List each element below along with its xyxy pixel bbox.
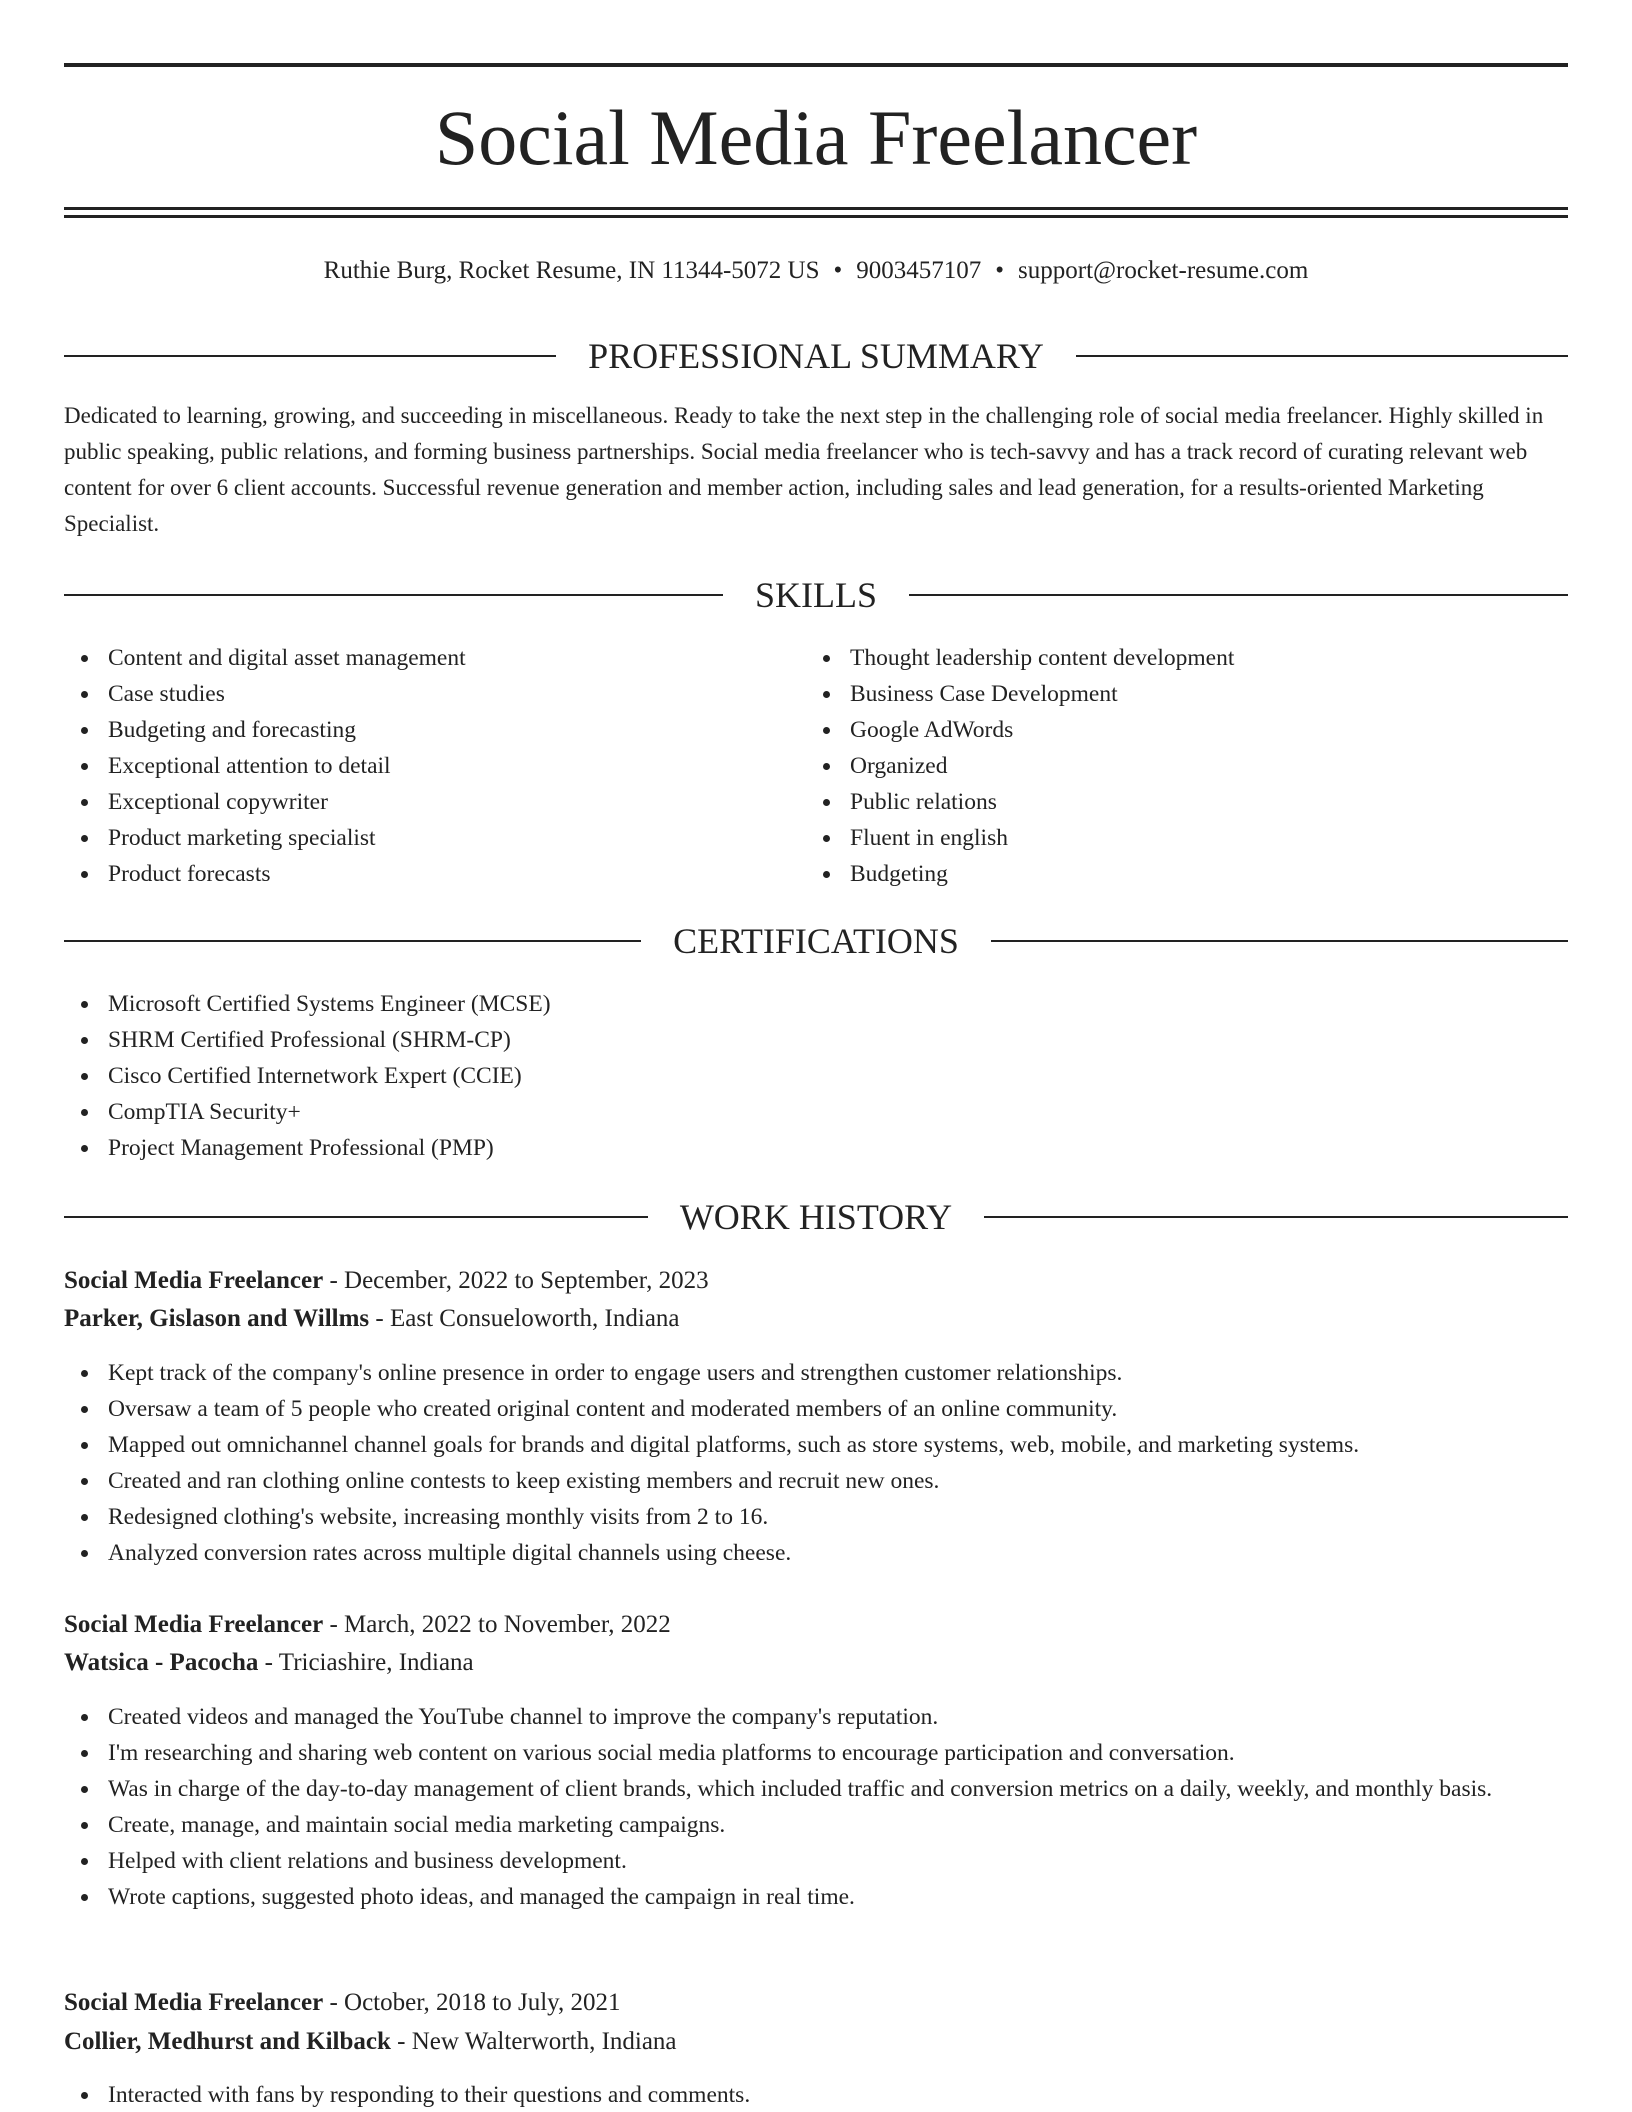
job-dates: - March, 2022 to November, 2022 <box>323 1611 671 1638</box>
job-bullet: Create, manage, and maintain social media marketing campaigns. <box>64 1807 1568 1843</box>
job-bullet: Was in charge of the day-to-day management of client brands, which included traffic and conversion metrics on a daily, weekly, and monthly basis. <box>64 1771 1568 1807</box>
job-company: Watsica - Pacocha <box>64 1649 259 1676</box>
contact-separator: • <box>833 257 843 284</box>
job-location: - New Walterworth, Indiana <box>390 2028 677 2055</box>
skill-item: Thought leadership content development <box>806 640 1566 676</box>
title-divider-upper <box>64 207 1568 210</box>
section-heading-summary <box>64 334 1568 378</box>
skill-item: Content and digital asset management <box>64 640 804 676</box>
certification-item: CompTIA Security+ <box>64 1094 1568 1130</box>
job-bullets <box>64 1355 1568 1571</box>
certification-item: Cisco Certified Internetwork Expert (CCIE) <box>64 1058 1568 1094</box>
skill-item: Public relations <box>806 784 1566 820</box>
job-bullet: Oversaw a team of 5 people who created original content and moderated members of an online community. <box>64 1391 1568 1427</box>
job-location: - East Consueloworth, Indiana <box>369 1305 680 1332</box>
skill-item: Product marketing specialist <box>64 820 804 856</box>
section-title-summary: PROFESSIONAL SUMMARY <box>588 336 1044 376</box>
job-bullet: Helped with client relations and business development. <box>64 1843 1568 1879</box>
job-title: Social Media Freelancer <box>64 1267 324 1294</box>
job-title-line <box>64 1985 1568 2021</box>
job-bullets <box>64 1699 1568 1915</box>
certification-item: SHRM Certified Professional (SHRM-CP) <box>64 1022 1568 1058</box>
title-divider-lower <box>64 215 1568 218</box>
job-bullet: Kept track of the company's online presence in order to engage users and strengthen customer relationships. <box>64 1355 1568 1391</box>
job-title-line <box>64 1607 1568 1643</box>
job-bullet: Interacted with fans by responding to their questions and comments. <box>64 2077 1568 2112</box>
job-company: Collier, Medhurst and Kilback <box>64 2028 391 2055</box>
job-bullet: Mapped out omnichannel channel goals for brands and digital platforms, such as store systems, web, mobile, and marketing systems. <box>64 1427 1568 1463</box>
skills-list-right <box>806 640 1566 892</box>
job-company-line <box>64 1645 1568 1681</box>
certification-item: Project Management Professional (PMP) <box>64 1130 1568 1166</box>
job-title-line <box>64 1263 1568 1299</box>
skills-list-left <box>64 640 804 892</box>
heading-rule <box>64 594 723 596</box>
skill-item: Fluent in english <box>806 820 1566 856</box>
contact-email: support@rocket-resume.com <box>1018 257 1309 284</box>
job-bullet: I'm researching and sharing web content on various social media platforms to encourage participation and conversation. <box>64 1735 1568 1771</box>
heading-rule <box>64 355 556 357</box>
skill-item: Organized <box>806 748 1566 784</box>
job-dates: - October, 2018 to July, 2021 <box>323 1989 621 2016</box>
top-rule <box>64 63 1568 67</box>
heading-rule <box>64 1216 648 1218</box>
job-bullet: Created and ran clothing online contests to keep existing members and recruit new ones. <box>64 1463 1568 1499</box>
job-company-line <box>64 1301 1568 1337</box>
contact-separator: • <box>995 257 1005 284</box>
job-bullet: Redesigned clothing's website, increasing monthly visits from 2 to 16. <box>64 1499 1568 1535</box>
section-heading-work-history <box>64 1195 1568 1239</box>
section-heading-skills <box>64 573 1568 617</box>
section-title-work-history: WORK HISTORY <box>679 1197 953 1237</box>
certification-item: Microsoft Certified Systems Engineer (MCSE) <box>64 986 1568 1022</box>
skill-item: Product forecasts <box>64 856 804 892</box>
heading-rule <box>909 594 1568 596</box>
skill-item: Google AdWords <box>806 712 1566 748</box>
contact-line <box>64 254 1568 288</box>
job-bullet: Wrote captions, suggested photo ideas, and managed the campaign in real time. <box>64 1879 1568 1915</box>
heading-rule <box>64 940 641 942</box>
skill-item: Budgeting <box>806 856 1566 892</box>
job-title: Social Media Freelancer <box>64 1611 324 1638</box>
skill-item: Case studies <box>64 676 804 712</box>
job-company-line <box>64 2024 1568 2060</box>
section-heading-certifications <box>64 919 1568 963</box>
skill-item: Budgeting and forecasting <box>64 712 804 748</box>
contact-phone: 9003457107 <box>856 257 982 284</box>
contact-address: Ruthie Burg, Rocket Resume, IN 11344-5072 US <box>323 257 820 284</box>
job-title: Social Media Freelancer <box>64 1989 324 2016</box>
job-bullet: Created videos and managed the YouTube channel to improve the company's reputation. <box>64 1699 1568 1735</box>
resume-title: Social Media Freelancer <box>434 94 1198 181</box>
section-title-skills: SKILLS <box>755 575 878 615</box>
job-location: - Triciashire, Indiana <box>258 1649 474 1676</box>
job-bullets <box>64 2077 1568 2112</box>
skill-item: Exceptional attention to detail <box>64 748 804 784</box>
heading-rule <box>1076 355 1568 357</box>
section-title-certifications: CERTIFICATIONS <box>673 921 959 961</box>
heading-rule <box>984 1216 1568 1218</box>
summary-text: Dedicated to learning, growing, and succeeding in miscellaneous. Ready to take the next step in the challenging role of social media freelancer. Highly skilled in public speaking, public relations, and forming business partnerships. Social media freelancer who is tech-savvy and has a track record of curating relevant web content for over 6 client accounts. Successful revenue generation and member action, including sales and lead generation, for a results-oriented Marketing Specialist. <box>64 403 1544 536</box>
job-dates: - December, 2022 to September, 2023 <box>323 1267 709 1294</box>
skill-item: Exceptional copywriter <box>64 784 804 820</box>
heading-rule <box>991 940 1568 942</box>
job-bullet: Analyzed conversion rates across multiple digital channels using cheese. <box>64 1535 1568 1571</box>
job-company: Parker, Gislason and Willms <box>64 1305 370 1332</box>
certifications-list <box>64 986 1568 1166</box>
skill-item: Business Case Development <box>806 676 1566 712</box>
